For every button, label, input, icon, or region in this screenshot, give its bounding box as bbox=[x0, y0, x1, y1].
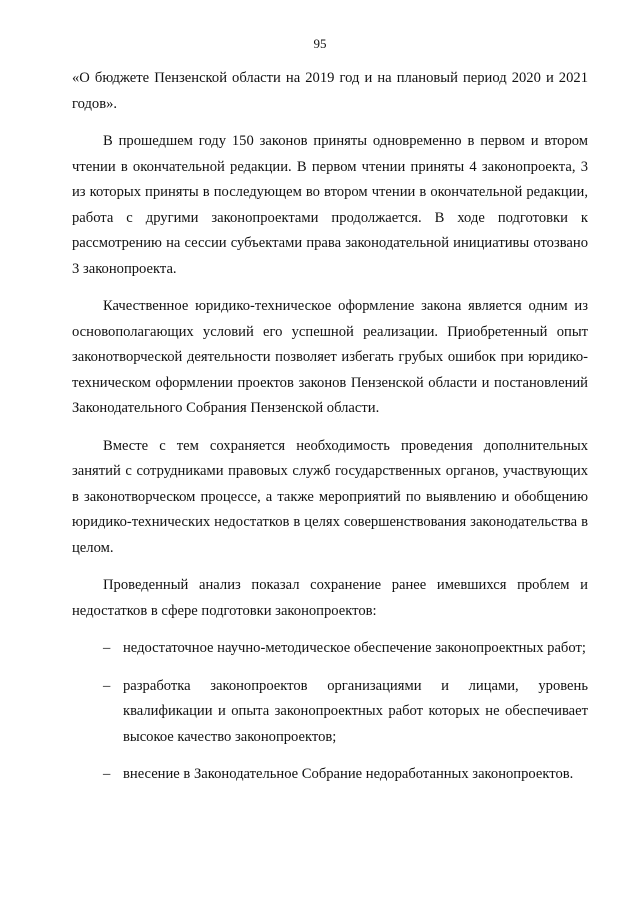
page-number: 95 bbox=[313, 36, 327, 51]
list-item bbox=[72, 762, 588, 788]
list-dash-marker: – bbox=[103, 766, 111, 782]
list-item-text: недостаточное научно-методическое обеспечение законопроектных работ; bbox=[123, 640, 586, 656]
paragraph-analysis-problems: Проведенный анализ показал сохранение ранее имевшихся проблем и недостатков в сфере подготовки законопроектов: bbox=[72, 577, 588, 619]
list-dash-marker: – bbox=[103, 640, 111, 656]
paragraph-legal-technical-design: Качественное юридико-техническое оформление закона является одним из основополагающих условий его успешной реализации. Приобретенный опыт законотворческой деятельности позволяет избегать грубых ошибок при юридико-техническом оформлении проектов законов Пензенской области и постановлений Законодательного Собрания Пензенской области. bbox=[72, 298, 588, 416]
problems-list bbox=[72, 636, 588, 788]
list-item-text: внесение в Законодательное Собрание недоработанных законопроектов. bbox=[123, 766, 574, 782]
document-body bbox=[72, 66, 588, 800]
list-item bbox=[72, 674, 588, 751]
paragraph-additional-training: Вместе с тем сохраняется необходимость проведения дополнительных занятий с сотрудниками правовых служб государственных органов, участвующих в законотворческом процессе, а также мероприятий по выявлению и обобщению юридико-технических недостатков в целях совершенствования законодательства в целом. bbox=[72, 437, 588, 556]
list-item bbox=[72, 636, 588, 662]
paragraph-laws-adopted: В прошедшем году 150 законов приняты одновременно в первом и втором чтении в окончательной редакции. В первом чтении приняты 4 законопроекта, 3 из которых приняты в последующем во втором чтении в окончательной редакции, работа с другими законопроектами продолжается. В ходе подготовки к рассмотрению на сессии субъектами права законодательной инициативы отозвано 3 законопроекта. bbox=[72, 133, 588, 277]
list-item-text: разработка законопроектов организациями и лицами, уровень квалификации и опыта законопроектных работ которых не обеспечивает высокое качество законопроектов; bbox=[123, 677, 588, 745]
list-dash-marker: – bbox=[103, 677, 111, 694]
paragraph-continuation: «О бюджете Пензенской области на 2019 год и на плановый период 2020 и 2021 годов». bbox=[72, 70, 588, 112]
